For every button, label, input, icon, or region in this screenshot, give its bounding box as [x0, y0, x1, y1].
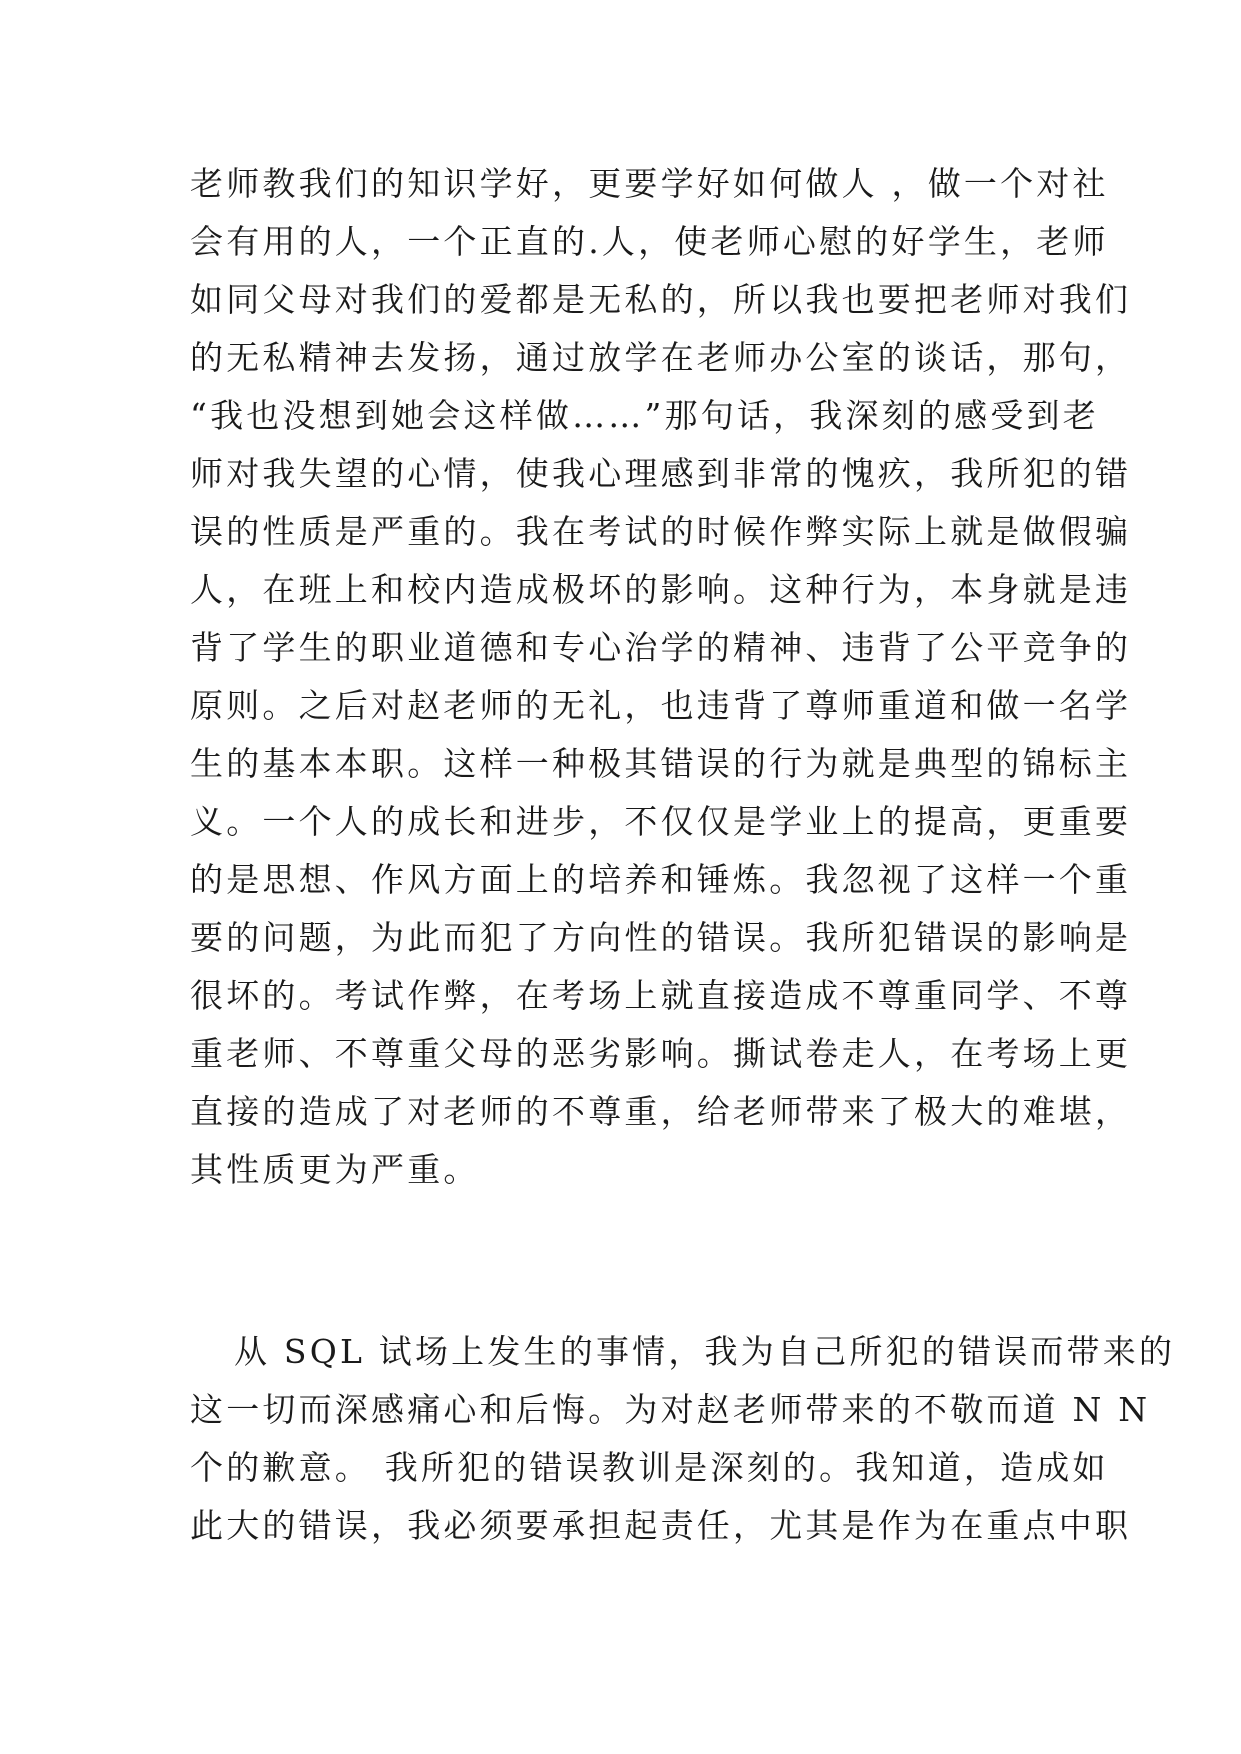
paragraph-1 — [190, 155, 1132, 1199]
text-line: 的无私精神去发扬，通过放学在老师办公室的谈话，那句， — [190, 338, 1132, 377]
text-line: 生的基本本职。这样一种极其错误的行为就是典型的锦标主 — [190, 744, 1132, 783]
text-line: “我也没想到她会这样做……”那句话，我深刻的感受到老 — [190, 396, 1099, 435]
text-line: 很坏的。考试作弊，在考场上就直接造成不尊重同学、不尊 — [190, 976, 1132, 1015]
text-line: 人，在班上和校内造成极坏的影响。这种行为，本身就是违 — [190, 570, 1132, 609]
text-line: 如同父母对我们的爱都是无私的，所以我也要把老师对我们 — [190, 280, 1132, 319]
text-line: 师对我失望的心情，使我心理感到非常的愧疚，我所犯的错 — [190, 454, 1132, 493]
text-line: 要的问题，为此而犯了方向性的错误。我所犯错误的影响是 — [190, 918, 1132, 957]
text-line: 老师教我们的知识学好，更要学好如何做人 ，做一个对社 — [190, 164, 1109, 203]
text-line: 其性质更为严重。 — [190, 1150, 480, 1189]
text-line: 直接的造成了对老师的不尊重，给老师带来了极大的难堪， — [190, 1092, 1132, 1131]
text-line: 从 SQL 试场上发生的事情，我为自己所犯的错误而带来的 — [234, 1332, 1176, 1371]
paragraph-2 — [190, 1323, 1176, 1555]
text-line: 此大的错误，我必须要承担起责任，尤其是作为在重点中职 — [190, 1506, 1132, 1545]
text-line: 原则。之后对赵老师的无礼，也违背了尊师重道和做一名学 — [190, 686, 1132, 725]
text-line: 的是思想、作风方面上的培养和锤炼。我忽视了这样一个重 — [190, 860, 1132, 899]
text-line: 误的性质是严重的。我在考试的时候作弊实际上就是做假骗 — [190, 512, 1132, 551]
text-line: 个的歉意。 我所犯的错误教训是深刻的。我知道，造成如 — [190, 1448, 1109, 1487]
text-line: 这一切而深感痛心和后悔。为对赵老师带来的不敬而道 N N — [190, 1390, 1151, 1429]
text-line: 会有用的人，一个正直的.人，使老师心慰的好学生，老师 — [190, 222, 1109, 261]
text-line: 背了学生的职业道德和专心治学的精神、违背了公平竞争的 — [190, 628, 1132, 667]
text-line: 义。一个人的成长和进步，不仅仅是学业上的提高，更重要 — [190, 802, 1132, 841]
text-line: 重老师、不尊重父母的恶劣影响。撕试卷走人，在考场上更 — [190, 1034, 1132, 1073]
